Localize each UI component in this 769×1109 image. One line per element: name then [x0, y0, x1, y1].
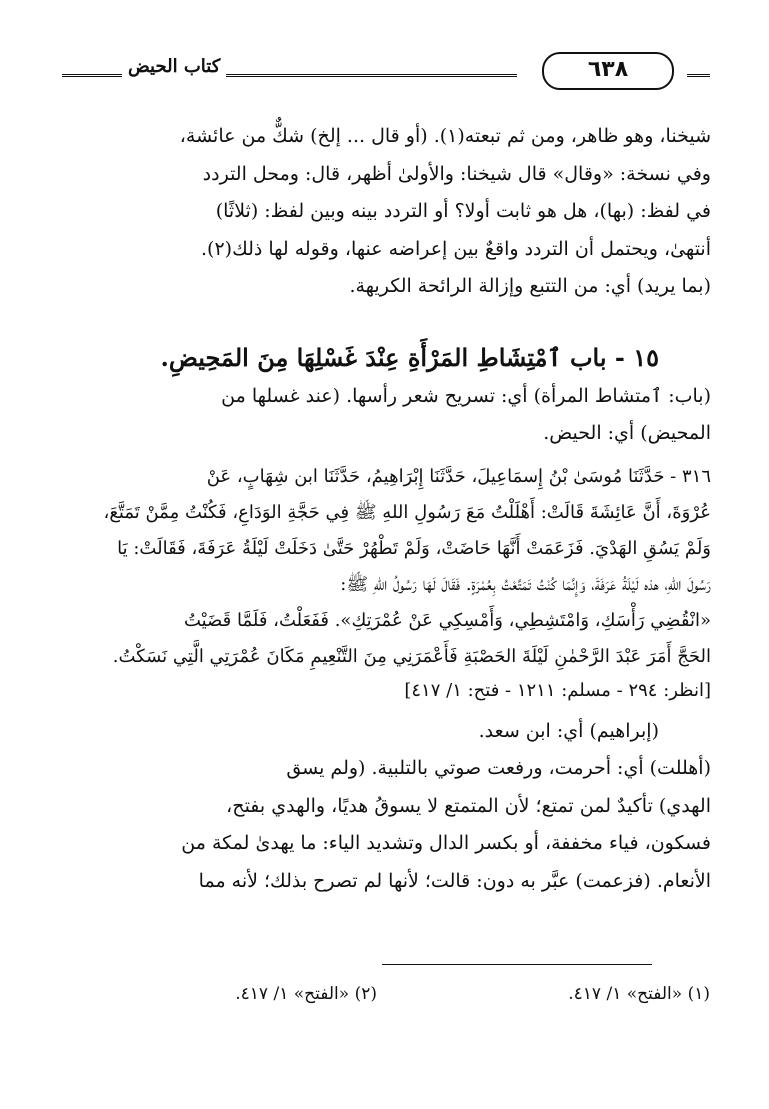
text-line: المحيض) أي: الحيض. [543, 422, 711, 444]
page-body [56, 118, 711, 900]
text-line: وفي نسخة: «وقال» قال شيخنا: والأولىٰ أظهر، قال: ومحل التردد [202, 162, 711, 185]
text-line: في لفظ: (بها)، هل هو ثابت أولا؟ أو التردد بينه وبين لفظ: (ثلاثًا) [215, 200, 711, 222]
text-line: عُرْوَةَ، أَنَّ عَائِشَةَ قَالَتْ: أَهْلَلْتُ مَعَ رَسُولِ اللهِ ﷺ فِي حَجَّةِ الوَدَاعِ، فَكُنْتُ مِمَّنْ تَمَتَّعَ، [103, 501, 711, 523]
paragraph-chapter-explanation [56, 378, 711, 453]
header-rule-right [687, 74, 710, 77]
text-line: الأنعام. (فزعمت) عبَّر به دون: قالت؛ لأنها لم تصرح بذلك؛ لأنه مما [198, 869, 711, 892]
text-line: الحَجَّ أَمَرَ عَبْدَ الرَّحْمٰنِ لَيْلَةَ الحَصْبَةِ فَأَعْمَرَنِي مِنَ التَّنْعِيمِ مَكَانَ عُمْرَتِي الَّتِي نَسَكْتُ. [112, 645, 711, 667]
text-line: رَسُولَ اللهِ، هذه لَيْلَةُ عَرَفَةَ، وَإِنَّمَا كُنْتُ تَمَتَّعْتُ بِعُمْرَةٍ. فَقَالَ لَهَا رَسُولُ اللهِ ﷺ: [340, 573, 711, 595]
text-line: (باب: ٱمتشاط المرأة) أي: تسريح شعر رأسها. (عند غسلها من [221, 384, 711, 407]
text-line: (أهللت) أي: أحرمت، ورفعت صوتي بالتلبية. (ولم يسق [286, 757, 711, 779]
paragraph-narrator-note: (إبراهيم) أي: ابن سعد. [478, 719, 659, 742]
page-header [62, 56, 710, 104]
text-line: شيخنا، وهو ظاهر، ومن ثم تبعته(١). (أو قال ... إلخ) شكٌّ من عائشة، [179, 125, 711, 147]
footnote-1: (١) «الفتح» ١/ ٤١٧. [568, 984, 710, 1004]
hadith-text [56, 459, 711, 675]
paragraph-commentary-2 [56, 750, 711, 900]
footnote-2: (٢) «الفتح» ١/ ٤١٧. [235, 984, 377, 1004]
text-line: الهدي) تأكيدٌ لمن تمتع؛ لأن المتمتع لا يسوقُ هديًا، والهدي بفتح، [226, 794, 711, 817]
paragraph-commentary-1 [56, 118, 711, 306]
text-line: أنتهىٰ، ويحتمل أن التردد واقعٌ بين إعراضه عنها، وقوله لها ذلك(٢). [200, 237, 711, 260]
text-line: وَلَمْ يَسُقِ الهَدْيَ. فَزَعَمَتْ أَنَّهَا حَاضَتْ، وَلَمْ تَطْهُرْ حَتَّىٰ دَخَلَتْ لَيْلَةُ عَرَفَةَ، فَقَالَتْ: يَا [117, 537, 711, 559]
text-line: ٣١٦ - حَدَّثَنَا مُوسَىٰ بْنُ إِسمَاعِيلَ، حَدَّثَنَا إِبْرَاهِيمُ، حَدَّثَنَا ابن شِهَابٍ، عَنْ [206, 465, 711, 487]
text-line: فسكون، فياء مخففة، أو بكسر الدال وتشديد الياء: ما يهدىٰ لمكة من [181, 832, 711, 854]
page-number: ٦٣٨ [542, 52, 674, 90]
running-title: كتاب الحيض [122, 56, 226, 77]
footnote-separator [382, 964, 652, 965]
text-line: (بما يريد) أي: من التتبع وإزالة الرائحة الكريهة. [349, 275, 711, 297]
text-line: «انْقُضِي رَأْسَكِ، وَامْتَشِطِي، وَأَمْسِكِي عَنْ عُمْرَتِكِ». فَفَعَلْتُ، فَلَمَّا قَضَيْتُ [183, 609, 711, 631]
chapter-heading: ١٥ - باب ٱمْتِشَاطِ المَرْأَةِ عِنْدَ غَسْلِهَا مِنَ المَحِيضِ. [160, 342, 659, 372]
hadith-reference: [انظر: ٢٩٤ - مسلم: ١٢١١ - فتح: ١/ ٤١٧] [404, 679, 711, 701]
